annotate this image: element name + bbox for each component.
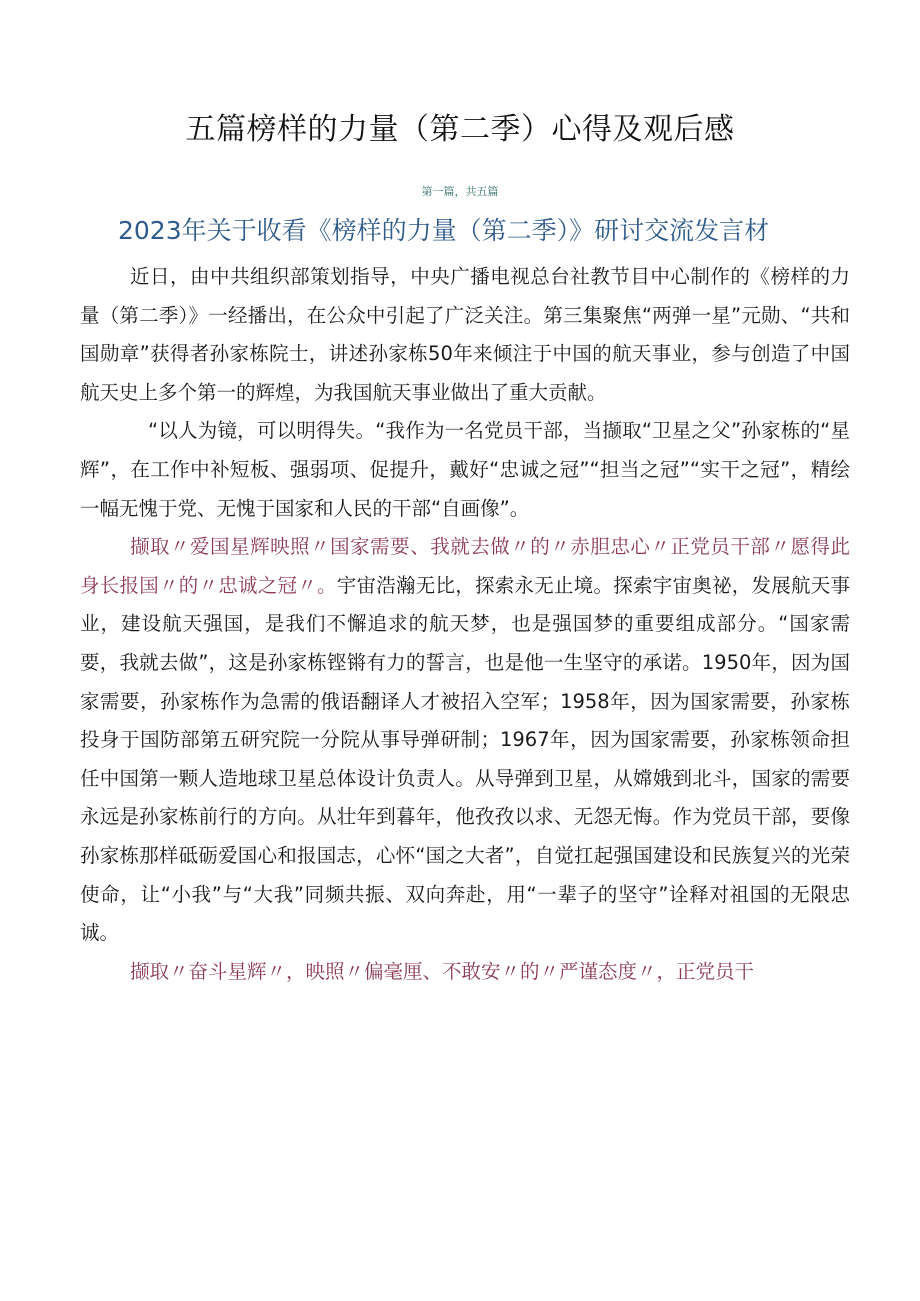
document-title: 五篇榜样的力量（第二季）心得及观后感 [185,112,735,147]
paragraph-intro: 近日，由中共组织部策划指导，中央广播电视总台社教节目中心制作的《榜样的力量（第二季）》一经播出，在公众中引起了广泛关注。第三集聚焦“两弹一星”元勋、“共和国勋章”获得者孙家栋院士，讲述孙家栋50年来倾注于中国的航天事业，参与创造了中国航天史上多个第一的辉煌，为我国航天事业做出了重大贡献。 [80,265,850,404]
part-label: 第一篇，共五篇 [421,185,499,198]
paragraph-heading-highlight: 撷取〃爱国星辉映照〃国家需要、我就去做〃的〃赤胆忠心〃正党员干部〃愿得此身长报国〃的〃忠诚之冠〃。 [80,535,850,597]
document-body [80,258,850,991]
paragraph-struggle [80,953,850,992]
paragraph-patriotism [80,528,850,953]
paragraph-body-text: 宇宙浩瀚无比，探索永无止境。探索宇宙奥祕，发展航天事业，建设航天强国，是我们不懈追求的航天梦，也是强国梦的重要组成部分。“国家需要，我就去做”，这是孙家栋铿锵有力的誓言，也是他一生坚守的承诺。1950年，因为国家需要，孙家栋作为急需的俄语翻译人才被招入空军；1958年，因为国家需要，孙家栋投身于国防部第五研究院一分院从事导弹研制；1967年，因为国家需要，孙家栋领命担任中国第一颗人造地球卫星总体设计负责人。从导弹到卫星，从嫦娥到北斗，国家的需要永远是孙家栋前行的方向。从壮年到暮年，他孜孜以求、无怨无悔。作为党员干部，要像孙家栋那样砥砺爱国心和报国志，心怀“国之大者”，自觉扛起强国建设和民族复兴的光荣使命，让“小我”与“大我”同频共振、双向奔赴，用“一辈子的坚守”诠释对祖国的无限忠诚。 [80,573,850,945]
paragraph-mirror: “以人为镜，可以明得失。“我作为一名党员干部，当撷取“卫星之父”孙家栋的“星辉”，在工作中补短板、强弱项、促提升，戴好“忠诚之冠”“担当之冠”“实干之冠”，精绘一幅无愧于党、无愧于国家和人民的干部“自画像”。 [80,419,850,520]
section-title: 2023年关于收看《榜样的力量（第二季）》研讨交流发言材 [118,216,770,245]
paragraph-heading-highlight: 撷取〃奋斗星辉〃，映照〃偏毫厘、不敢安〃的〃严谨态度〃，正党员干 [130,959,755,983]
